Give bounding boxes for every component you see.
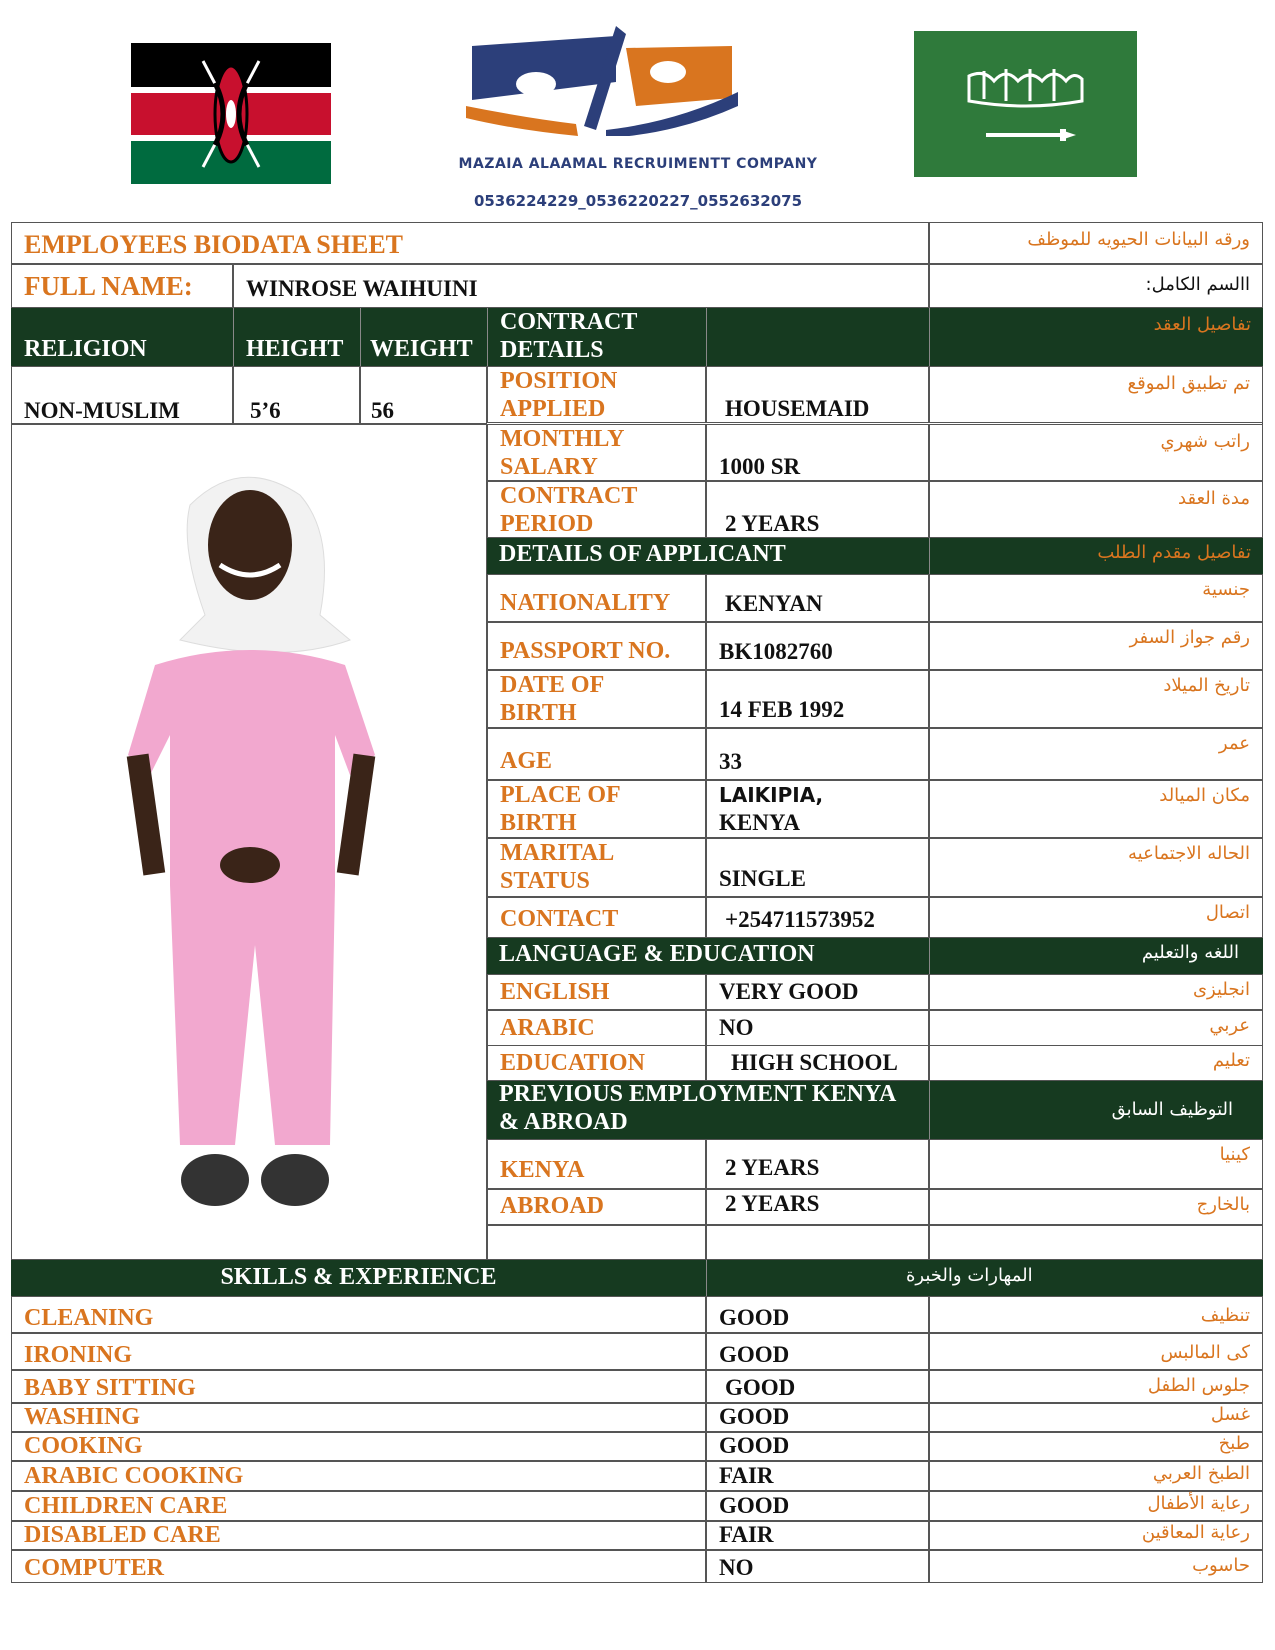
- sheet-title-ar: ورقه البيانات الحيويه للموظف: [1027, 229, 1250, 250]
- applicant-ar-cell: [929, 670, 1263, 728]
- skill-ar: رعاية المعاقين: [1141, 1522, 1250, 1543]
- skill-value: FAIR: [719, 1463, 774, 1488]
- contract-label-line2: SALARY: [500, 454, 598, 480]
- applicant-value: 33: [719, 749, 742, 774]
- skill-label-cell: [11, 1296, 706, 1333]
- title-cell: [11, 222, 929, 264]
- skill-label: ARABIC COOKING: [24, 1463, 244, 1489]
- company-name: MAZAIA ALAAMAL RECRUIMENTT COMPANY: [458, 156, 818, 172]
- language-value-cell: [706, 1010, 929, 1046]
- weight-value: 56: [371, 398, 394, 423]
- applicant-label-line1: MARITAL: [500, 840, 615, 866]
- skill-ar: حاسوب: [1192, 1555, 1250, 1576]
- skill-label-cell: [11, 1461, 706, 1491]
- applicant-value-cell: [706, 622, 929, 670]
- contract-ar-cell: [929, 481, 1263, 538]
- contract-label-line1: POSITION: [500, 368, 618, 394]
- applicant-value: BK1082760: [719, 639, 833, 664]
- skill-label-cell: [11, 1432, 706, 1461]
- contract-value: HOUSEMAID: [725, 396, 870, 421]
- full-name-label-cell: [11, 264, 233, 308]
- skill-ar-cell: [929, 1403, 1263, 1432]
- language-ar: تعليم: [1212, 1050, 1250, 1071]
- language-header-label: LANGUAGE & EDUCATION: [499, 941, 815, 967]
- applicant-label-cell: [487, 780, 706, 838]
- employment-ar: بالخارج: [1196, 1194, 1250, 1215]
- skill-value: NO: [719, 1555, 754, 1580]
- contract-label-cell: [487, 366, 706, 423]
- title-ar-cell: [929, 222, 1263, 264]
- skill-value: GOOD: [719, 1342, 790, 1367]
- applicant-label-line2: BIRTH: [500, 810, 577, 836]
- full-name-ar-cell: [929, 264, 1263, 308]
- contract-ar: تم تطبيق الموقع: [1127, 373, 1250, 394]
- religion-cell: [11, 366, 233, 424]
- skill-value: GOOD: [719, 1493, 790, 1518]
- language-header: [487, 938, 1263, 974]
- contract-label-line1: CONTRACT: [500, 483, 638, 509]
- contract-value-cell: [706, 366, 929, 423]
- language-label-cell: [487, 1010, 706, 1046]
- skill-value: GOOD: [719, 1404, 790, 1429]
- contract-ar: مدة العقد: [1178, 488, 1250, 509]
- contract-value-cell: [706, 424, 929, 481]
- applicant-value-cell: [706, 780, 929, 838]
- applicant-ar-cell: [929, 574, 1263, 622]
- employment-ar: كينيا: [1219, 1144, 1250, 1165]
- employment-value-cell: [706, 1139, 929, 1189]
- contract-label-line2: APPLIED: [500, 396, 606, 422]
- skill-value-cell: [706, 1461, 929, 1491]
- applicant-header-ar: تفاصيل مقدم الطلب: [1097, 542, 1251, 563]
- language-value-cell: [706, 1045, 929, 1081]
- contract-value: 1000 SR: [719, 454, 801, 479]
- weight-cell: [360, 366, 487, 424]
- contract-label-line1: MONTHLY: [500, 426, 625, 452]
- applicant-ar: تاريخ الميلاد: [1163, 675, 1250, 696]
- language-value-cell: [706, 974, 929, 1010]
- skill-label-cell: [11, 1491, 706, 1521]
- company-logo: [466, 26, 738, 136]
- full-name-label: FULL NAME:: [24, 271, 193, 301]
- language-header-ar: اللغه والتعليم: [1141, 942, 1239, 963]
- skill-value: FAIR: [719, 1522, 774, 1547]
- skill-label: CLEANING: [24, 1305, 154, 1331]
- applicant-label-cell: [487, 897, 706, 938]
- skills-header: [11, 1260, 1263, 1296]
- applicant-ar-cell: [929, 728, 1263, 780]
- language-value: NO: [719, 1015, 754, 1040]
- applicant-label-line2: STATUS: [500, 868, 590, 894]
- employment-empty-1: [487, 1225, 706, 1260]
- applicant-label-line1: DATE OF: [500, 672, 605, 698]
- language-ar: عربي: [1209, 1015, 1250, 1036]
- employment-ar-cell: [929, 1189, 1263, 1225]
- language-ar: انجليزى: [1192, 979, 1250, 1000]
- skill-ar: طبخ: [1218, 1433, 1250, 1454]
- skill-ar-cell: [929, 1432, 1263, 1461]
- applicant-ar: جنسية: [1202, 579, 1250, 600]
- height-cell: [233, 366, 360, 424]
- language-label: EDUCATION: [500, 1050, 645, 1076]
- skill-ar: الطبخ العربي: [1152, 1463, 1250, 1484]
- skill-label-cell: [11, 1403, 706, 1432]
- skill-ar-cell: [929, 1370, 1263, 1403]
- language-label: ARABIC: [500, 1015, 595, 1041]
- employment-label-cell: [487, 1189, 706, 1225]
- language-value: HIGH SCHOOL: [731, 1050, 898, 1075]
- skills-header-ar: المهارات والخبرة: [906, 1265, 1033, 1286]
- skill-ar-cell: [929, 1296, 1263, 1333]
- applicant-value-cell: [706, 670, 929, 728]
- skill-value-cell: [706, 1491, 929, 1521]
- skill-label: DISABLED CARE: [24, 1522, 221, 1548]
- skill-ar: كى المالبس: [1160, 1342, 1250, 1363]
- applicant-value-cell: [706, 838, 929, 897]
- applicant-ar: مكان الميالد: [1159, 785, 1250, 806]
- employment-empty-3: [929, 1225, 1263, 1260]
- applicant-label-cell: [487, 622, 706, 670]
- language-ar-cell: [929, 974, 1263, 1010]
- skill-value-cell: [706, 1333, 929, 1370]
- skill-label: IRONING: [24, 1342, 133, 1368]
- language-ar-cell: [929, 1045, 1263, 1081]
- applicant-ar-cell: [929, 780, 1263, 838]
- applicant-value-cell: [706, 728, 929, 780]
- applicant-ar: عمر: [1218, 733, 1250, 754]
- applicant-label-cell: [487, 838, 706, 897]
- applicant-label-cell: [487, 574, 706, 622]
- skill-ar-cell: [929, 1550, 1263, 1583]
- applicant-photo: [120, 465, 410, 1235]
- contract-value: 2 YEARS: [725, 511, 820, 536]
- applicant-label: PASSPORT NO.: [500, 638, 671, 664]
- contract-value-cell: [706, 481, 929, 538]
- contract-ar-cell: [929, 424, 1263, 481]
- height-label: HEIGHT: [246, 336, 344, 362]
- skill-value: GOOD: [719, 1305, 790, 1330]
- contract-header-line1: CONTRACT: [500, 309, 638, 335]
- skill-label-cell: [11, 1550, 706, 1583]
- skill-label: BABY SITTING: [24, 1375, 196, 1401]
- employment-header-line2: & ABROAD: [499, 1109, 628, 1135]
- applicant-value-cell: [706, 574, 929, 622]
- full-name-cell: [233, 264, 929, 308]
- full-name-value: WINROSE WAIHUINI: [246, 276, 478, 301]
- company-phones: 0536224229_0536220227_0552632075: [473, 192, 803, 210]
- skill-ar: رعاية الأطفال: [1147, 1493, 1250, 1514]
- weight-label: WEIGHT: [370, 336, 473, 362]
- skill-ar-cell: [929, 1461, 1263, 1491]
- employment-header-line1: PREVIOUS EMPLOYMENT KENYA: [499, 1081, 897, 1107]
- employment-value-cell: [706, 1189, 929, 1225]
- skill-label: COOKING: [24, 1433, 143, 1459]
- applicant-value-line2: KENYA: [719, 810, 800, 835]
- skill-value-cell: [706, 1296, 929, 1333]
- contract-label-cell: [487, 424, 706, 481]
- language-label-cell: [487, 1045, 706, 1081]
- applicant-value: 14 FEB 1992: [719, 697, 845, 722]
- language-ar-cell: [929, 1010, 1263, 1046]
- applicant-value-cell: [706, 897, 929, 938]
- language-label-cell: [487, 974, 706, 1010]
- skill-value-cell: [706, 1370, 929, 1403]
- skill-value-cell: [706, 1550, 929, 1583]
- skill-ar-cell: [929, 1491, 1263, 1521]
- sheet-title: EMPLOYEES BIODATA SHEET: [24, 230, 404, 259]
- skill-ar-cell: [929, 1333, 1263, 1370]
- applicant-ar-cell: [929, 897, 1263, 938]
- employment-label-cell: [487, 1139, 706, 1189]
- employment-label: KENYA: [500, 1157, 585, 1183]
- employment-value: 2 YEARS: [725, 1191, 820, 1216]
- skill-value: GOOD: [725, 1375, 796, 1400]
- employment-value: 2 YEARS: [725, 1155, 820, 1180]
- applicant-value-line1: LAIKIPIA,: [719, 783, 824, 807]
- kenya-flag: [131, 43, 331, 184]
- skill-value-cell: [706, 1521, 929, 1550]
- applicant-ar: اتصال: [1205, 902, 1250, 923]
- skill-ar: غسل: [1210, 1404, 1250, 1425]
- contract-label-line2: PERIOD: [500, 511, 594, 537]
- applicant-value: KENYAN: [725, 591, 823, 616]
- applicant-label: AGE: [500, 748, 553, 774]
- contract-header-ar: تفاصيل العقد: [1153, 314, 1251, 335]
- applicant-label-cell: [487, 670, 706, 728]
- skill-value-cell: [706, 1403, 929, 1432]
- employment-label: ABROAD: [500, 1193, 605, 1219]
- applicant-label: NATIONALITY: [500, 590, 671, 616]
- applicant-ar-cell: [929, 838, 1263, 897]
- language-value: VERY GOOD: [719, 979, 859, 1004]
- skill-value: GOOD: [719, 1433, 790, 1458]
- skill-label-cell: [11, 1370, 706, 1403]
- skill-label-cell: [11, 1333, 706, 1370]
- religion-label: RELIGION: [24, 336, 147, 362]
- applicant-label: CONTACT: [500, 906, 619, 932]
- applicant-ar-cell: [929, 622, 1263, 670]
- applicant-label-line1: PLACE OF: [500, 782, 621, 808]
- skill-ar-cell: [929, 1521, 1263, 1550]
- contract-label-cell: [487, 481, 706, 538]
- skill-label: COMPUTER: [24, 1555, 164, 1581]
- applicant-label-cell: [487, 728, 706, 780]
- religion-value: NON-MUSLIM: [24, 398, 180, 423]
- applicant-ar: الحاله الاجتماعيه: [1128, 843, 1250, 864]
- skill-ar: تنظيف: [1200, 1305, 1250, 1326]
- employment-empty-2: [706, 1225, 929, 1260]
- contract-ar: راتب شهري: [1160, 431, 1250, 452]
- saudi-flag: [914, 31, 1137, 177]
- employment-ar-cell: [929, 1139, 1263, 1189]
- skill-ar: جلوس الطفل: [1147, 1375, 1250, 1396]
- height-value: 5’6: [250, 398, 281, 423]
- full-name-ar: االسم الكامل:: [1145, 274, 1250, 295]
- employment-header-ar: التوظيف السابق: [1111, 1099, 1233, 1120]
- skills-header-label: SKILLS & EXPERIENCE: [220, 1264, 497, 1290]
- skill-label-cell: [11, 1521, 706, 1550]
- applicant-ar: رقم جواز السفر: [1129, 627, 1250, 648]
- applicant-label-line2: BIRTH: [500, 700, 577, 726]
- employment-header: [487, 1081, 1263, 1139]
- skill-label: CHILDREN CARE: [24, 1493, 228, 1519]
- applicant-header-label: DETAILS OF APPLICANT: [499, 541, 786, 567]
- applicant-value: SINGLE: [719, 866, 806, 891]
- contract-ar-cell: [929, 366, 1263, 423]
- applicant-value: +254711573952: [725, 907, 875, 932]
- applicant-header: [487, 538, 1263, 574]
- skill-label: WASHING: [24, 1404, 141, 1430]
- contract-header-line2: DETAILS: [500, 337, 604, 363]
- skill-value-cell: [706, 1432, 929, 1461]
- language-label: ENGLISH: [500, 979, 610, 1005]
